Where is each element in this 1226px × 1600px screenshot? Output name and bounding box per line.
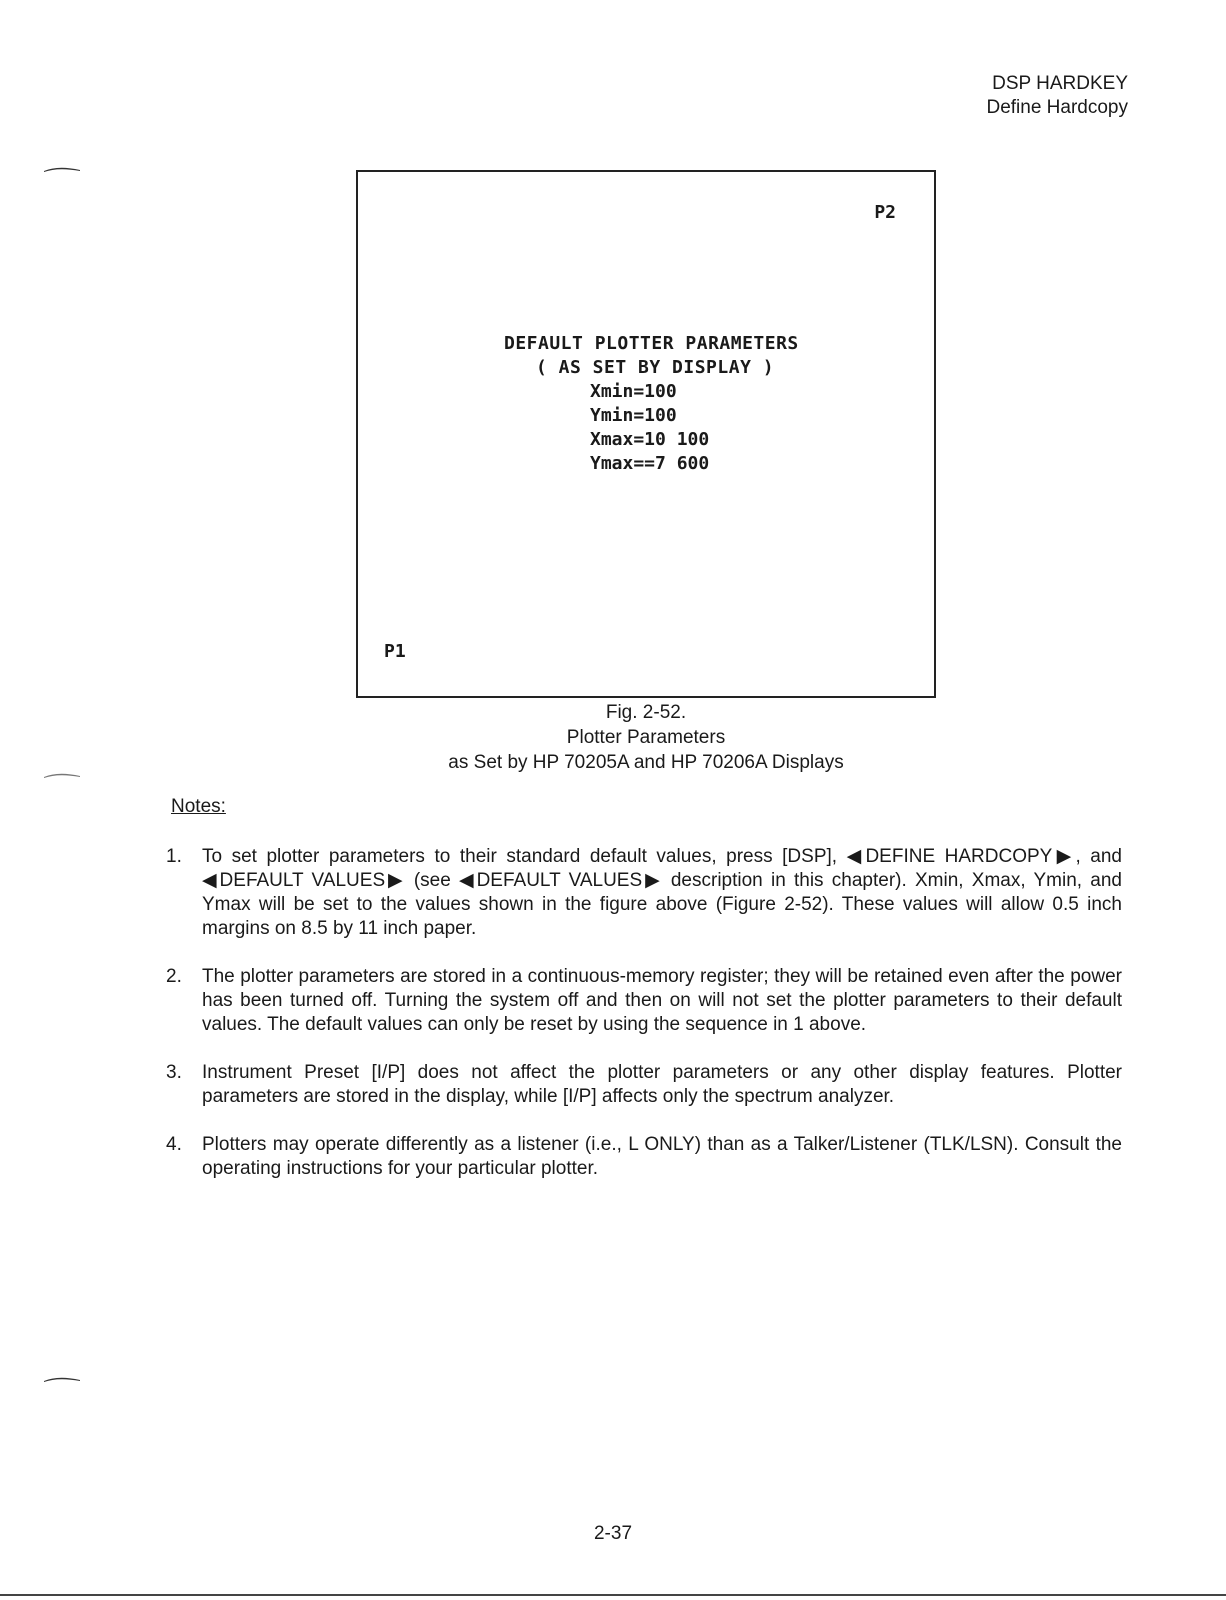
- notes-list: [166, 845, 1122, 1205]
- corner-label-p1: P1: [384, 641, 406, 662]
- header-section: DSP HARDKEY: [992, 73, 1128, 94]
- note-number: 4.: [166, 1134, 182, 1155]
- note-item: [166, 1061, 1122, 1109]
- note-text: The plotter parameters are stored in a continuous-memory register; they will be retained even after the power has been turned off. Turning the system off and then on will not set the plotter parameters to their default values. The default values can only be reset by using the sequence in 1 above.: [202, 966, 1122, 1035]
- note-number: 1.: [166, 846, 182, 867]
- plotter-figure-frame: [356, 170, 936, 698]
- margin-mark-icon: [44, 772, 80, 778]
- param-xmin: Xmin=100: [590, 381, 677, 402]
- page-number: 2-37: [593, 1523, 633, 1544]
- note-text: To set plotter parameters to their standard default values, press [DSP], ◀DEFINE HARDCOPY▶, and ◀DEFAULT VALUES▶ (see ◀DEFAULT VALUES▶ description in this chapter). Xmin, Xmax, Ymin, and Ymax will be set to the values shown in the figure above (Figure 2-52). These values will allow 0.5 inch margins on 8.5 by 11 inch paper.: [202, 846, 1122, 939]
- note-item: [166, 845, 1122, 941]
- running-header: [986, 72, 1128, 120]
- display-text-block: [358, 332, 934, 476]
- margin-mark-icon: [44, 1376, 80, 1382]
- note-number: 2.: [166, 966, 182, 987]
- note-number: 3.: [166, 1062, 182, 1083]
- figure-subtitle: as Set by HP 70205A and HP 70206A Displays: [448, 752, 844, 773]
- param-ymin: Ymin=100: [590, 405, 677, 426]
- margin-mark-icon: [44, 166, 80, 172]
- notes-heading: Notes:: [171, 796, 226, 817]
- header-topic: Define Hardcopy: [986, 97, 1128, 118]
- note-item: [166, 965, 1122, 1037]
- display-title: DEFAULT PLOTTER PARAMETERS: [504, 333, 799, 354]
- param-ymax: Ymax==7 600: [590, 453, 710, 474]
- note-text: Plotters may operate differently as a listener (i.e., L ONLY) than as a Talker/Listener (TLK/LSN). Consult the operating instructions for your particular plotter.: [202, 1134, 1122, 1179]
- bottom-scan-edge: [0, 1594, 1226, 1596]
- display-subtitle: ( AS SET BY DISPLAY ): [536, 357, 775, 378]
- figure-title: Plotter Parameters: [566, 727, 726, 748]
- figure-caption: [356, 700, 936, 775]
- note-item: [166, 1133, 1122, 1181]
- corner-label-p2: P2: [874, 202, 896, 223]
- param-xmax: Xmax=10 100: [590, 429, 710, 450]
- figure-number: Fig. 2-52.: [605, 702, 687, 723]
- note-text: Instrument Preset [I/P] does not affect the plotter parameters or any other display features. Plotter parameters are stored in the display, while [I/P] affects only the spectrum analyzer.: [202, 1062, 1122, 1107]
